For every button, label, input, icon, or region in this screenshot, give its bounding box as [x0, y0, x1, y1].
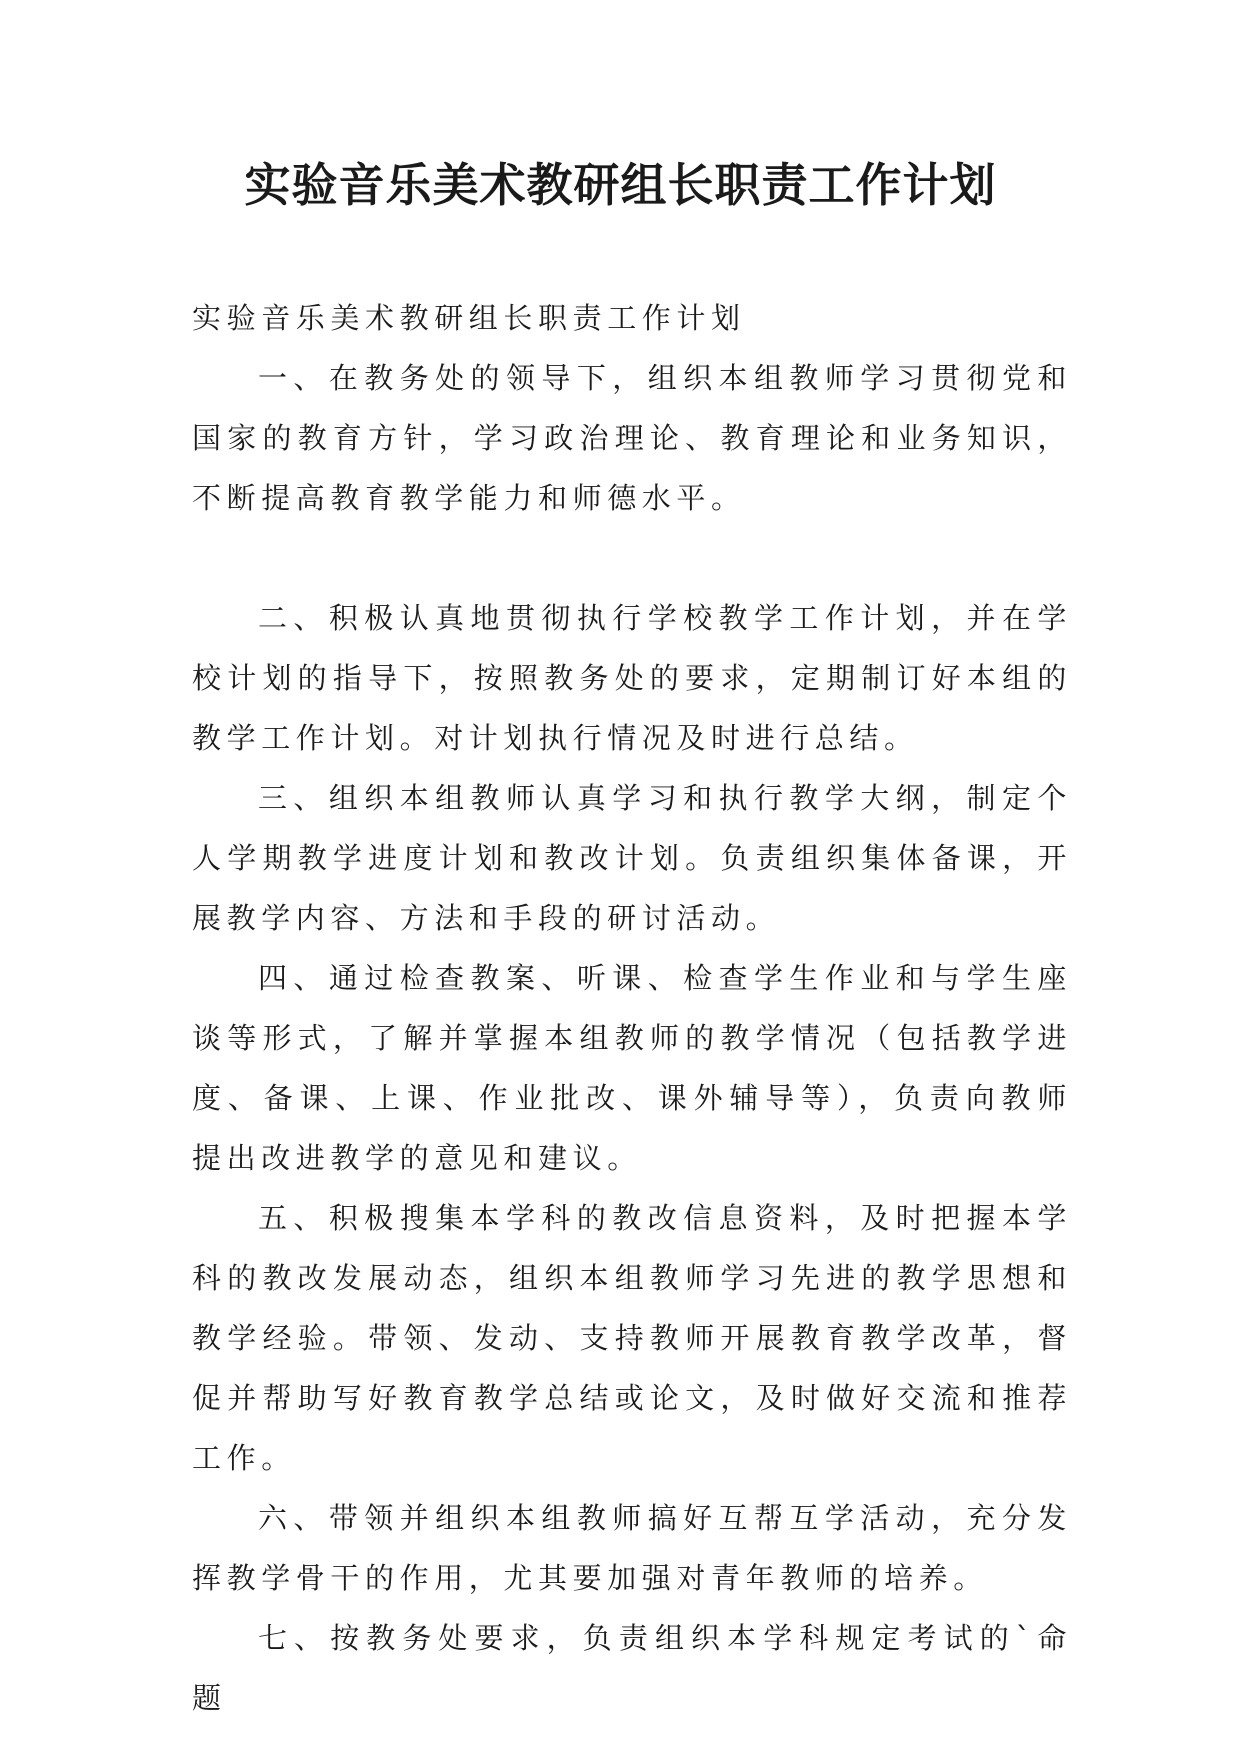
paragraph-7: 七、按教务处要求，负责组织本学科规定考试的`命题: [192, 1621, 1072, 1715]
paragraph-6: 六、带领并组织本组教师搞好互帮互学活动，充分发挥教学骨干的作用，尤其要加强对青年教师的培养。: [192, 1501, 1072, 1595]
document-title: 实验音乐美术教研组长职责工作计划: [244, 158, 997, 212]
paragraph-5: 五、积极搜集本学科的教改信息资料，及时把握本学科的教改发展动态，组织本组教师学习先进的教学思想和教学经验。带领、发动、支持教师开展教育教学改革，督促并帮助写好教育教学总结或论文，及时做好交流和推荐工作。: [192, 1201, 1072, 1475]
document-body: [192, 288, 1072, 1728]
paragraph-4: 四、通过检查教案、听课、检查学生作业和与学生座谈等形式，了解并掌握本组教师的教学情况（包括教学进度、备课、上课、作业批改、课外辅导等），负责向教师提出改进教学的意见和建议。: [192, 961, 1072, 1175]
document-subtitle: 实验音乐美术教研组长职责工作计划: [192, 301, 746, 335]
paragraph-1: 一、在教务处的领导下，组织本组教师学习贯彻党和国家的教育方针，学习政治理论、教育理论和业务知识，不断提高教育教学能力和师德水平。: [192, 361, 1072, 515]
paragraph-2: 二、积极认真地贯彻执行学校教学工作计划，并在学校计划的指导下，按照教务处的要求，定期制订好本组的教学工作计划。对计划执行情况及时进行总结。: [192, 601, 1072, 755]
paragraph-3: 三、组织本组教师认真学习和执行教学大纲，制定个人学期教学进度计划和教改计划。负责组织集体备课，开展教学内容、方法和手段的研讨活动。: [192, 781, 1072, 935]
